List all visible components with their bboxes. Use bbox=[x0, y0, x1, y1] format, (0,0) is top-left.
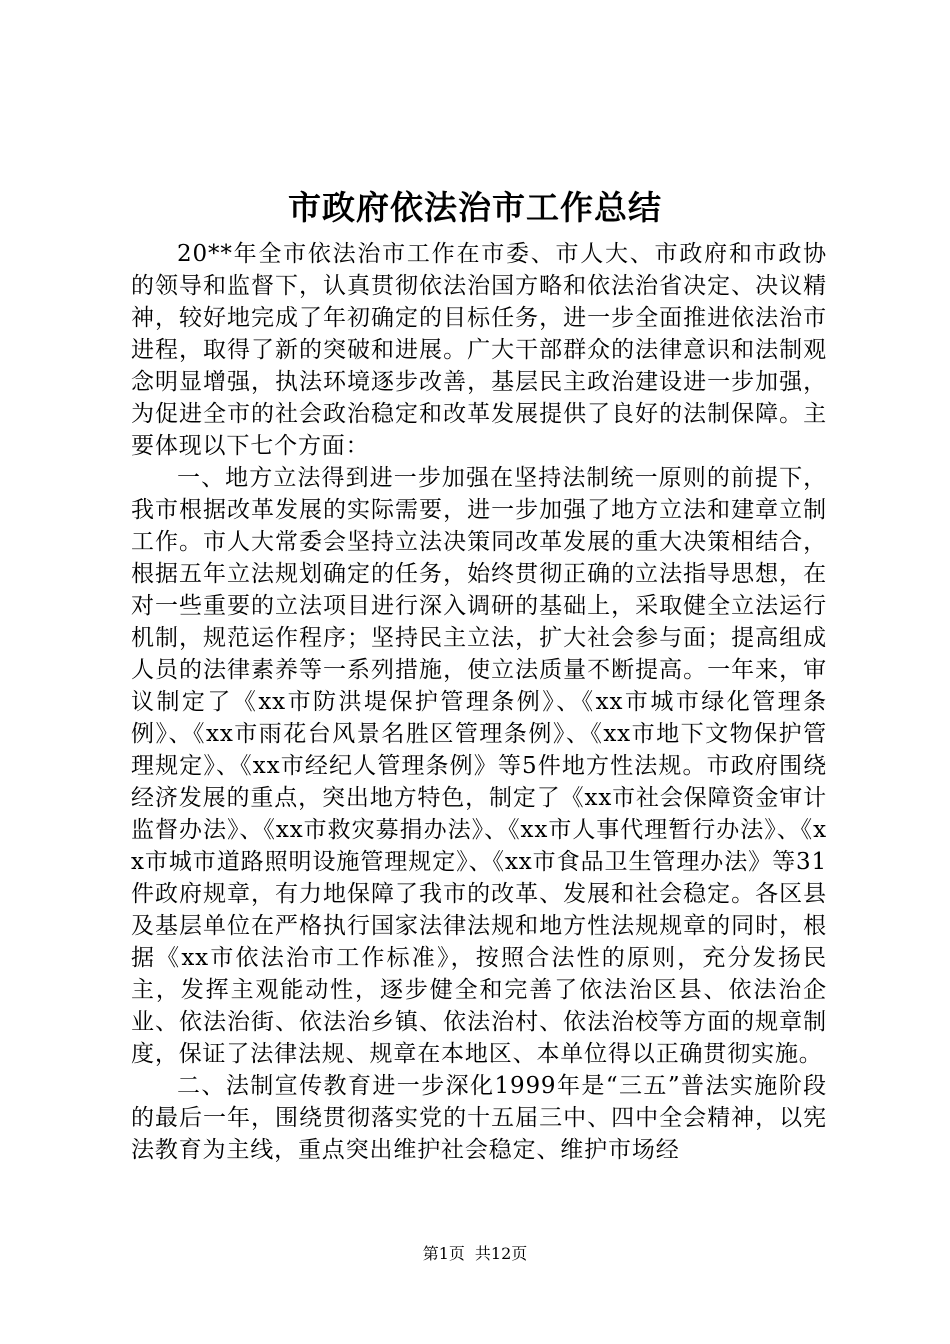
section-one-paragraph: 一、地方立法得到进一步加强在坚持法制统一原则的前提下，我市根据改革发展的实际需要，进一步加强了地方立法和建章立制工作。市人大常委会坚持立法决策同改革发展的重大决策相结合，根据五年立法规划确定的任务，始终贯彻正确的立法指导思想，在对一些重要的立法项目进行深入调研的基础上，采取健全立法运行机制，规范运作程序；坚持民主立法，扩大社会参与面；提高组成人员的法律素养等一系列措施，使立法质量不断提高。一年来，审议制定了《xx市防洪堤保护管理条例》、《xx市城市绿化管理条例》、《xx市雨花台风景名胜区管理条例》、《xx市地下文物保护管理规定》、《xx市经纪人管理条例》等5件地方性法规。市政府围绕经济发展的重点，突出地方特色，制定了《xx市社会保障资金审计监督办法》、《xx市救灾募捐办法》、《xx市人事代理暂行办法》、《xx市城市道路照明设施管理规定》、《xx市食品卫生管理办法》等31件政府规章，有力地保障了我市的改革、发展和社会稳定。各区县及基层单位在严格执行国家法律法规和地方性法规规章的同时，根据《xx市依法治市工作标准》，按照合法性的原则，充分发扬民主，发挥主观能动性，逐步健全和完善了依法治区县、依法治企业、依法治街、依法治乡镇、依法治村、依法治校等方面的规章制度，保证了法律法规、规章在本地区、本单位得以正确贯彻实施。 bbox=[131, 465, 827, 1067]
document-title: 市政府依法治市工作总结 bbox=[288, 188, 662, 227]
document-body bbox=[131, 238, 827, 1166]
page-footer bbox=[0, 1243, 950, 1265]
page-number: 第1页 bbox=[422, 1244, 465, 1263]
page-total: 共12页 bbox=[474, 1244, 528, 1263]
section-two-paragraph: 二、法制宣传教育进一步深化1999年是“三五”普法实施阶段的最后一年，围绕贯彻落实党的十五届三中、四中全会精神，以宪法教育为主线，重点突出维护社会稳定、维护市场经 bbox=[131, 1073, 827, 1163]
intro-paragraph: 20**年全市依法治市工作在市委、市人大、市政府和市政协的领导和监督下，认真贯彻依法治国方略和依法治省决定、决议精神，较好地完成了年初确定的目标任务，进一步全面推进依法治市进程，取得了新的突破和进展。广大干部群众的法律意识和法制观念明显增强，执法环境逐步改善，基层民主政治建设进一步加强，为促进全市的社会政治稳定和改革发展提供了良好的法制保障。主要体现以下七个方面： bbox=[131, 241, 827, 459]
